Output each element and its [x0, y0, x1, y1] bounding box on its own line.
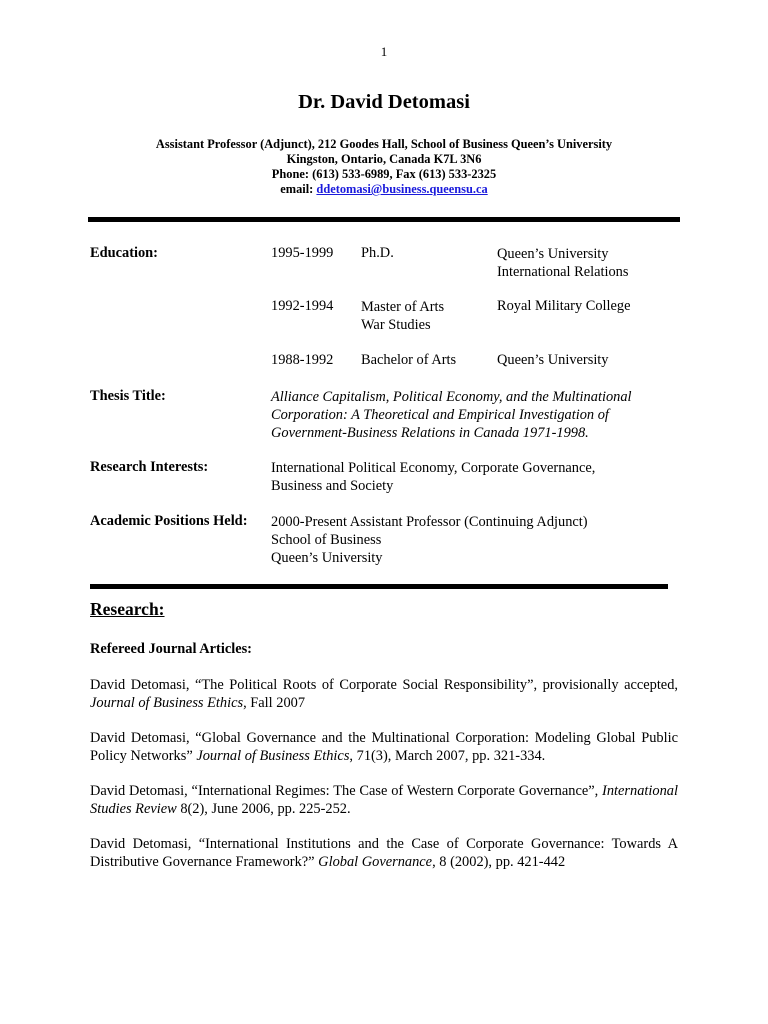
education-degree: [361, 298, 444, 334]
position-line: School of Business: [271, 532, 382, 548]
education-years: 1992-1994: [271, 298, 334, 314]
school-department: International Relations: [497, 264, 629, 280]
thesis-title-line: Alliance Capitalism, Political Economy, and the Multinational: [271, 389, 632, 405]
article-citation: [90, 729, 678, 765]
email-link[interactable]: ddetomasi@business.queensu.ca: [316, 182, 488, 196]
positions-label: Academic Positions Held:: [90, 513, 248, 529]
thesis-title: [271, 388, 632, 442]
journal-name: International Studies Review: [90, 783, 678, 817]
contact-phone-line: Phone: (613) 533-6989, Fax (613) 533-2325: [271, 167, 497, 181]
page-title: Dr. David Detomasi: [298, 91, 470, 113]
citation-details: , 8 (2002), pp. 421-442: [432, 854, 566, 870]
citation-text: David Detomasi, “Global Governance and the Multinational Corporation: Modeling Global Public Policy Networks”: [90, 730, 678, 764]
thesis-title-line: Government-Business Relations in Canada 1971-1998.: [271, 425, 589, 441]
research-interests-label: Research Interests:: [90, 459, 209, 475]
education-degree: Bachelor of Arts: [361, 352, 457, 368]
citation-details: , 71(3), March 2007, pp. 321-334.: [349, 748, 546, 764]
contact-email-line: [0, 182, 768, 197]
thesis-title-line: Corporation: A Theoretical and Empirical Investigation of: [271, 407, 609, 423]
degree-name: Master of Arts: [361, 299, 445, 315]
contact-city-line: Kingston, Ontario, Canada K7L 3N6: [286, 152, 482, 166]
section-divider: [90, 584, 668, 589]
research-heading: Research:: [90, 599, 165, 619]
research-interests-text: [271, 459, 595, 495]
page-number: 1: [380, 44, 388, 59]
education-years: 1995-1999: [271, 245, 334, 261]
thesis-label: Thesis Title:: [90, 388, 166, 404]
citation-text: David Detomasi, “The Political Roots of Corporate Social Responsibility”, provisionally accepted,: [90, 677, 678, 693]
top-divider: [88, 217, 680, 222]
citation-details: 8(2), June 2006, pp. 225-252.: [176, 801, 351, 817]
degree-field: War Studies: [361, 317, 431, 333]
article-citation: [90, 782, 678, 818]
journal-name: Journal of Business Ethics: [196, 748, 350, 764]
article-citation: [90, 676, 678, 712]
journal-name: Journal of Business Ethics: [90, 695, 244, 711]
citation-text: David Detomasi, “International Institutions and the Case of Corporate Governance: Towards A Distributive Governance Framework?”: [90, 836, 678, 870]
education-label: Education:: [90, 245, 158, 261]
email-label: email:: [280, 182, 317, 196]
education-degree: Ph.D.: [361, 245, 394, 261]
education-school: [497, 245, 628, 281]
position-line: Queen’s University: [271, 550, 383, 566]
refereed-articles-heading: Refereed Journal Articles:: [90, 641, 252, 657]
contact-address-line: Assistant Professor (Adjunct), 212 Goodes Hall, School of Business Queen’s University: [155, 137, 613, 151]
contact-block: [0, 137, 768, 197]
education-school: Royal Military College: [497, 298, 631, 314]
citation-details: , Fall 2007: [243, 695, 306, 711]
school-name: Queen’s University: [497, 246, 609, 262]
education-school: Queen’s University: [497, 352, 609, 368]
research-interests-line: Business and Society: [271, 478, 394, 494]
education-years: 1988-1992: [271, 352, 334, 368]
citation-text: David Detomasi, “International Regimes: The Case of Western Corporate Governance”,: [90, 783, 603, 799]
positions-text: [271, 513, 588, 567]
research-interests-line: International Political Economy, Corporate Governance,: [271, 460, 596, 476]
article-citation: [90, 835, 678, 871]
journal-name: Global Governance: [318, 854, 433, 870]
position-line: 2000-Present Assistant Professor (Continuing Adjunct): [271, 514, 588, 530]
